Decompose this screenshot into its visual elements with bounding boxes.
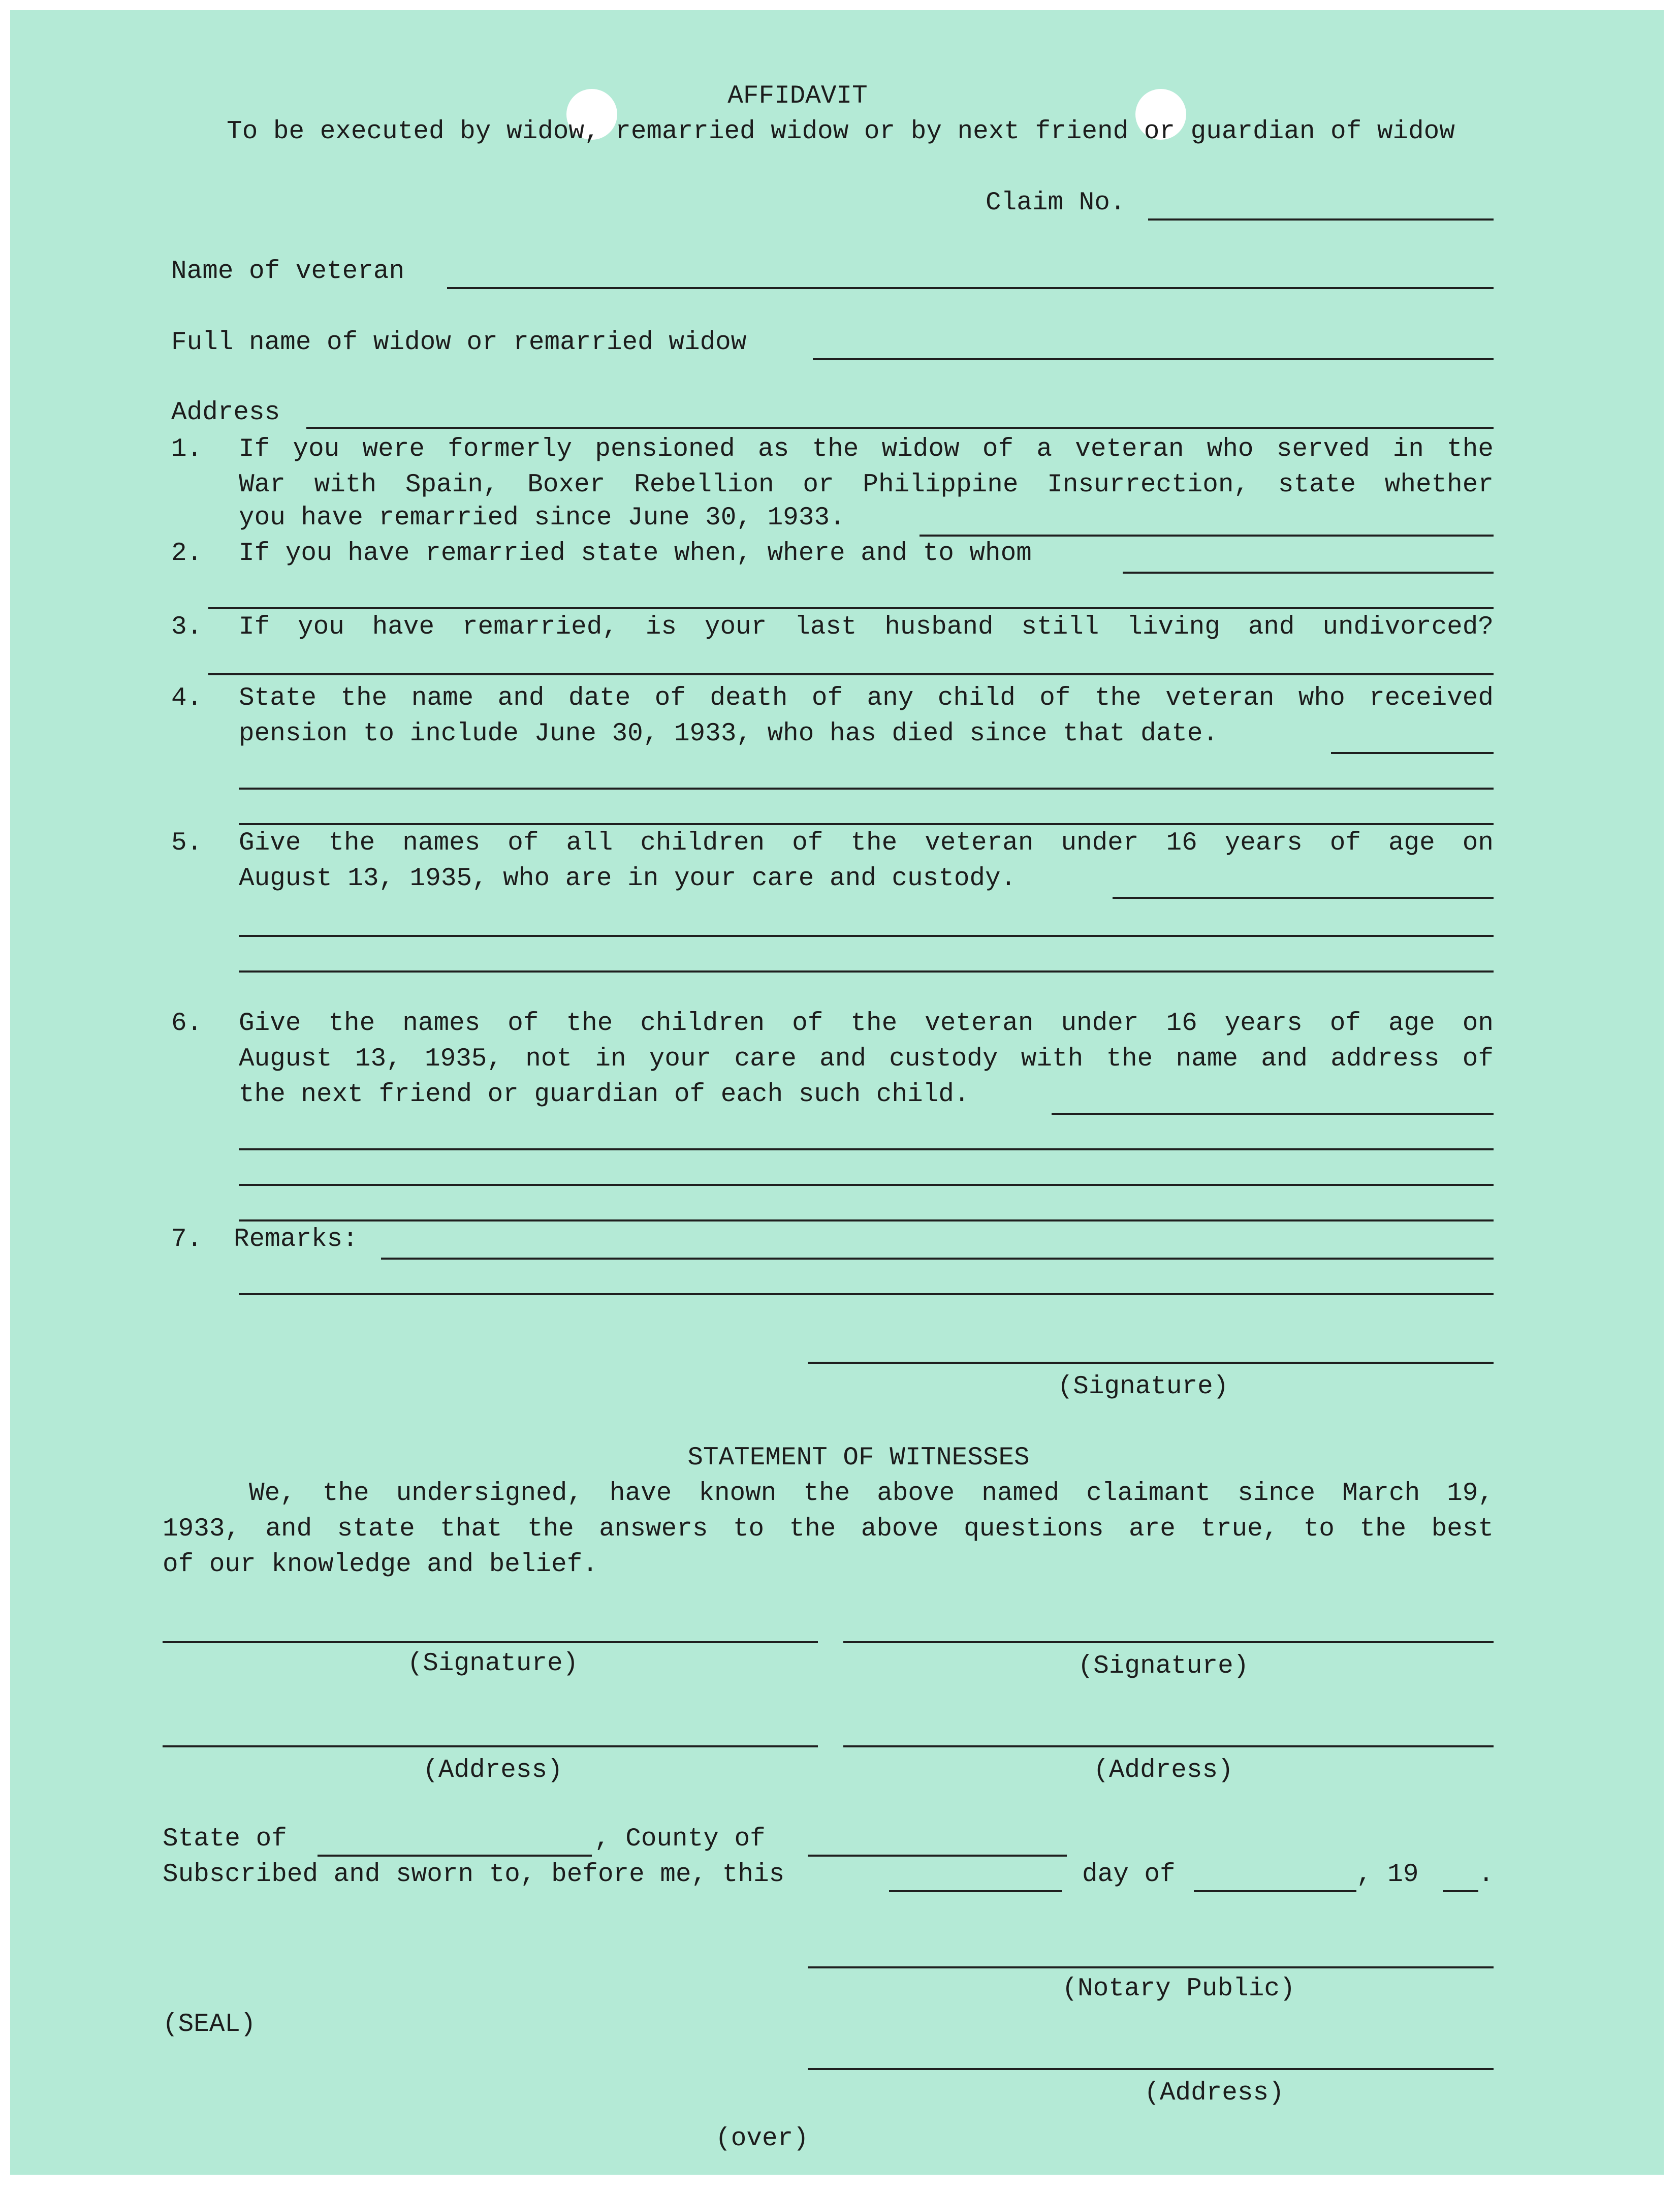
witness-1-signature-label: (Signature) xyxy=(407,1649,579,1678)
answer-field-5-extra[interactable] xyxy=(239,935,1494,937)
address-label: Address xyxy=(171,398,280,427)
witness-1-address-label: (Address) xyxy=(423,1756,563,1785)
answer-field-3[interactable] xyxy=(208,673,1494,675)
claim-number-field[interactable] xyxy=(1148,218,1494,221)
widow-name-field[interactable] xyxy=(813,358,1494,360)
seal-label: (SEAL) xyxy=(163,2010,256,2039)
answer-field-1[interactable] xyxy=(920,535,1494,537)
answer-field-6-extra[interactable] xyxy=(239,1148,1494,1150)
notary-public-label: (Notary Public) xyxy=(1062,1975,1295,2003)
county-field[interactable] xyxy=(808,1855,1067,1857)
month-field[interactable] xyxy=(1194,1890,1356,1892)
subscribed-label: Subscribed and sworn to, before me, this xyxy=(163,1860,785,1889)
question-number: 6. xyxy=(171,1009,203,1038)
witness-2-signature-label: (Signature) xyxy=(1077,1652,1249,1681)
state-field[interactable] xyxy=(318,1855,592,1857)
state-label: State of xyxy=(163,1825,287,1854)
answer-field-4-extra[interactable] xyxy=(239,823,1494,825)
veteran-name-field[interactable] xyxy=(447,287,1494,289)
question-text-line: Give the names of the children of the veteran under 16 years of age on xyxy=(239,1009,1494,1038)
veteran-name-label: Name of veteran xyxy=(171,257,405,286)
year-end-period: . xyxy=(1478,1860,1494,1889)
question-text-line: August 13, 1935, who are in your care and custody. xyxy=(239,864,1017,893)
answer-field-4-extra[interactable] xyxy=(239,788,1494,790)
answer-field-6-extra[interactable] xyxy=(239,1184,1494,1186)
answer-field-2-extra[interactable] xyxy=(208,607,1494,609)
county-label: , County of xyxy=(594,1825,766,1854)
day-field[interactable] xyxy=(889,1890,1062,1892)
year-label: , 19 xyxy=(1356,1860,1419,1889)
question-text-line: you have remarried since June 30, 1933. xyxy=(239,504,845,532)
answer-field-2[interactable] xyxy=(1123,572,1494,574)
remarks-field[interactable] xyxy=(381,1258,1494,1260)
claimant-signature-line[interactable] xyxy=(808,1362,1494,1364)
question-text-line: If you were formerly pensioned as the widow of a veteran who served in the xyxy=(239,435,1494,464)
claimant-signature-label: (Signature) xyxy=(1057,1372,1229,1401)
question-text-line: If you have remarried state when, where and to whom xyxy=(239,539,1032,568)
witness-statement-line: of our knowledge and belief. xyxy=(163,1550,598,1579)
answer-field-4[interactable] xyxy=(1331,752,1494,754)
widow-name-label: Full name of widow or remarried widow xyxy=(171,328,747,357)
question-number: 7. xyxy=(171,1225,203,1254)
answer-field-5-extra[interactable] xyxy=(239,970,1494,973)
notary-address-label: (Address) xyxy=(1144,2079,1284,2108)
witness-section-title: STATEMENT OF WITNESSES xyxy=(687,1444,1030,1473)
over-label: (over) xyxy=(715,2124,809,2153)
question-number: 3. xyxy=(171,613,203,642)
question-text-line: Give the names of all children of the veteran under 16 years of age on xyxy=(239,829,1494,858)
address-field[interactable] xyxy=(306,427,1494,429)
question-number: 4. xyxy=(171,684,203,713)
month-label: day of xyxy=(1082,1860,1176,1889)
notary-address-line[interactable] xyxy=(808,2068,1494,2070)
question-text-line: State the name and date of death of any child of the veteran who received xyxy=(239,684,1494,713)
witness-2-signature-line[interactable] xyxy=(843,1641,1494,1643)
form-subtitle: To be executed by widow, remarried widow or by next friend or guardian of widow xyxy=(227,117,1455,146)
question-number: 1. xyxy=(171,435,203,464)
witness-statement-line: We, the undersigned, have known the above named claimant since March 19, xyxy=(249,1479,1494,1508)
question-text-line: the next friend or guardian of each such child. xyxy=(239,1080,970,1109)
notary-signature-line[interactable] xyxy=(808,1966,1494,1968)
witness-2-address-line[interactable] xyxy=(843,1745,1494,1747)
answer-field-6-extra[interactable] xyxy=(239,1219,1494,1221)
remarks-field-extra[interactable] xyxy=(239,1293,1494,1295)
answer-field-5[interactable] xyxy=(1113,897,1494,899)
question-text-line: August 13, 1935, not in your care and custody with the name and address of xyxy=(239,1045,1494,1074)
witness-1-address-line[interactable] xyxy=(163,1745,818,1747)
witness-2-address-label: (Address) xyxy=(1093,1756,1233,1785)
question-text-line: War with Spain, Boxer Rebellion or Philippine Insurrection, state whether xyxy=(239,471,1494,499)
claim-number-label: Claim No. xyxy=(986,189,1126,217)
question-text-line: If you have remarried, is your last husband still living and undivorced? xyxy=(239,613,1494,642)
witness-1-signature-line[interactable] xyxy=(163,1641,818,1643)
question-text-line: pension to include June 30, 1933, who has died since that date. xyxy=(239,719,1219,748)
witness-statement-line: 1933, and state that the answers to the above questions are true, to the best xyxy=(163,1515,1494,1544)
question-number: 2. xyxy=(171,539,203,568)
affidavit-form-sheet xyxy=(10,10,1664,2175)
year-field[interactable] xyxy=(1443,1890,1478,1892)
form-title: AFFIDAVIT xyxy=(727,82,868,111)
question-number: 5. xyxy=(171,829,203,858)
remarks-label: Remarks: xyxy=(234,1225,358,1254)
answer-field-6[interactable] xyxy=(1052,1113,1494,1115)
